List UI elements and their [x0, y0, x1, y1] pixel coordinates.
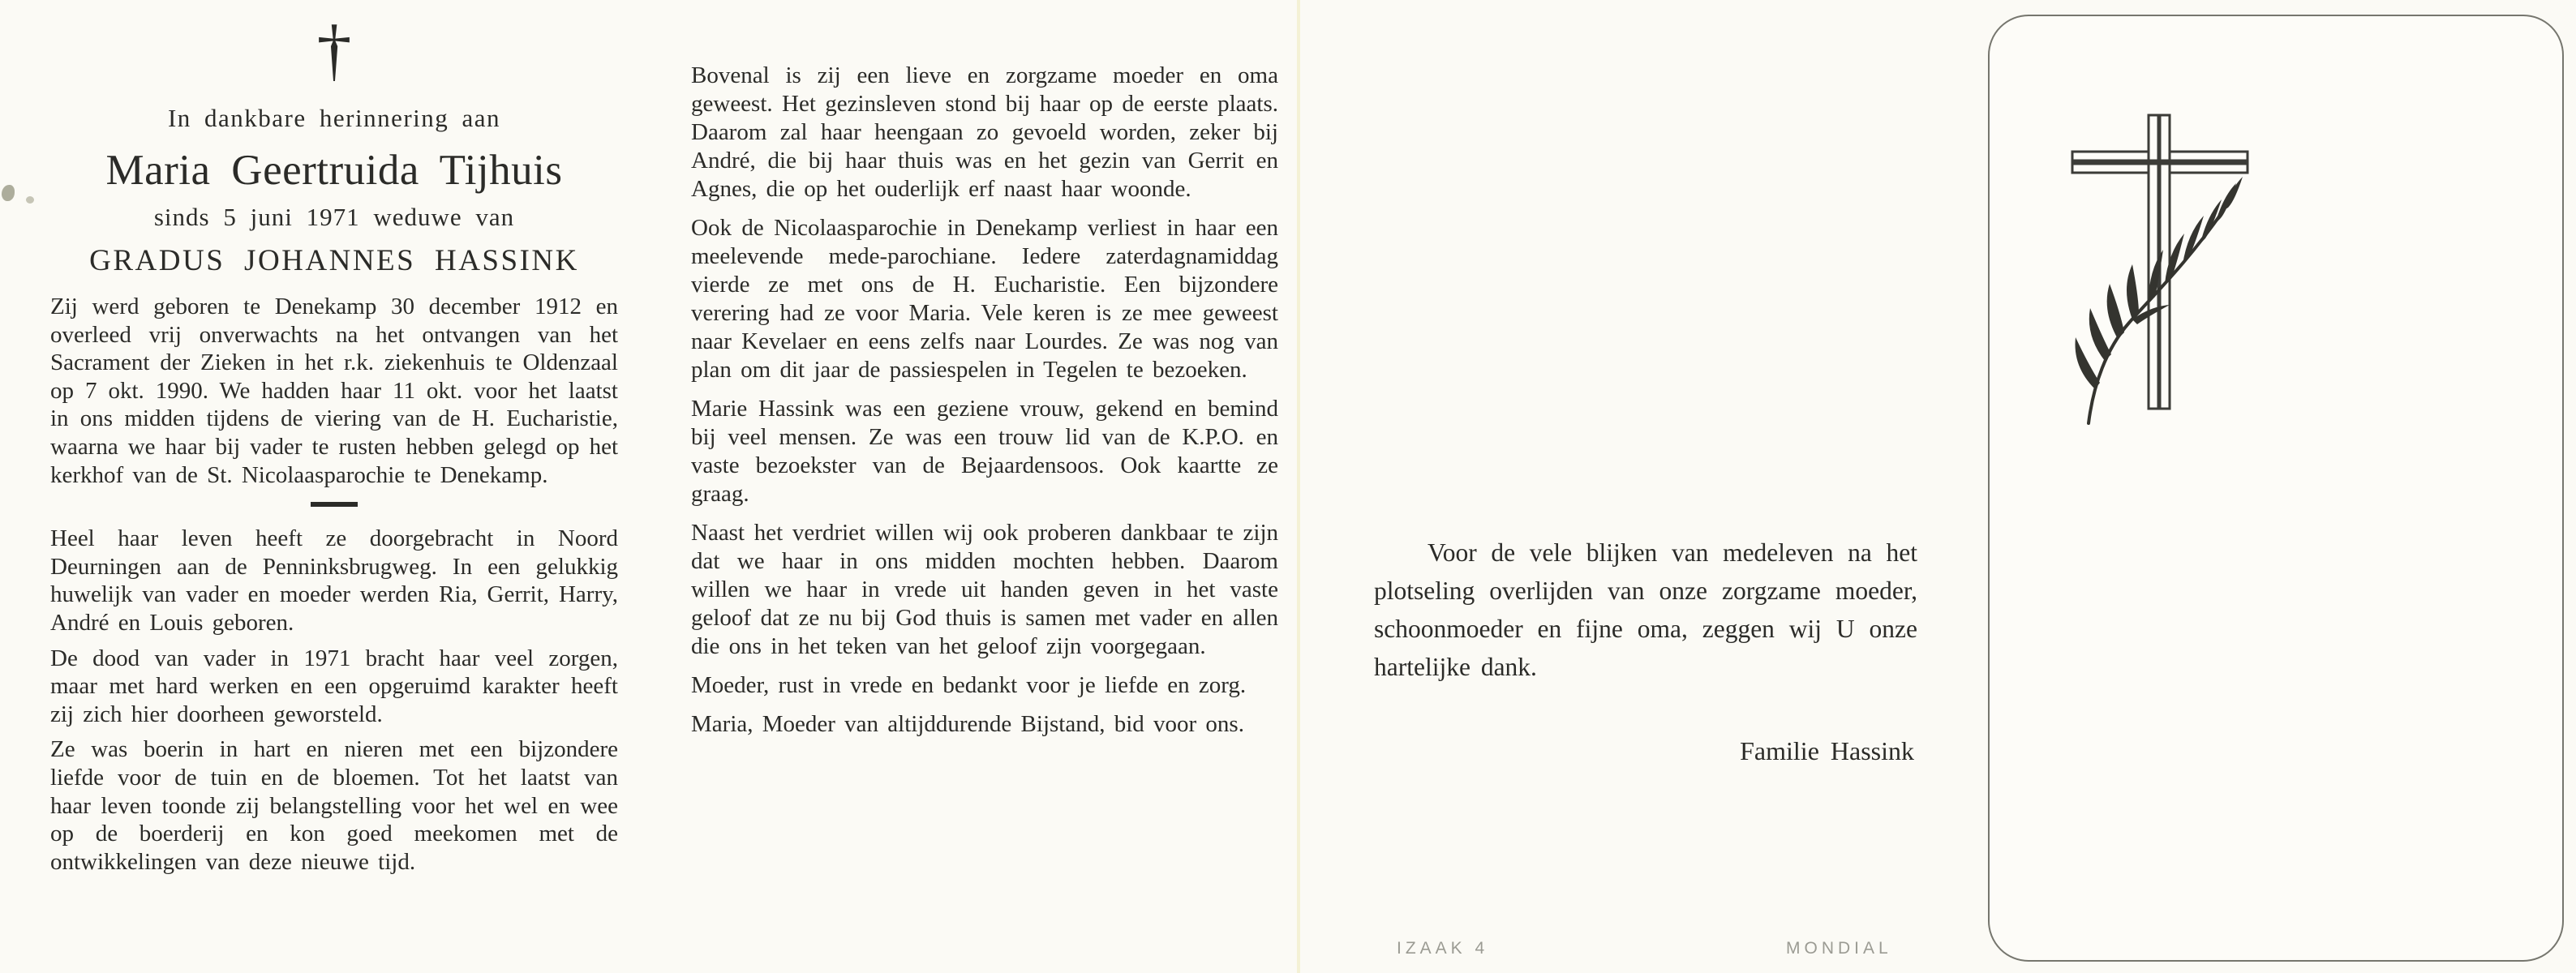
card-header: [50, 13, 618, 278]
printer-mark-mondial: MONDIAL: [1786, 939, 1892, 958]
page-fold-line: [1297, 0, 1300, 973]
obituary-text-left: [50, 293, 618, 876]
obituary-paragraph: Bovenal is zij een lieve en zorgzame moeder en oma geweest. Het gezinsleven stond bij haar op de eerste plaats. Daarom zal haar heengaan zo gevoeld worden, zeker bij André, die bij haar thuis was en het gezin van Gerrit en Agnes, die op het ouderlijk erf naast haar woonde.: [691, 62, 1278, 202]
obituary-paragraph: Ze was boerin in hart en nieren met een bijzondere liefde voor de tuin en de bloemen. Tot het laatst van haar leven toonde zij belangstelling voor het wel en wee op de boerderij en kon goed meekomen met de ontwikkelingen van deze nieuwe tijd.: [50, 736, 618, 875]
obituary-paragraph: Marie Hassink was een geziene vrouw, gekend en bemind bij veel mensen. Ze was een trouw lid van de K.P.O. en vaste bezoekster van de Bejaardensoos. Ook kaartte ze graag.: [691, 396, 1278, 507]
obituary-paragraph: Moeder, rust in vrede en bedankt voor je liefde en zorg.: [691, 672, 1247, 698]
obituary-paragraph: Ook de Nicolaasparochie in Denekamp verliest in haar een meelevende mede-parochiane. Iedere zaterdagnamiddag vierde ze met ons de H. Eucharistie. Een bijzondere verering had ze voor Maria. Vele keren is ze mee geweest naar Kevelaer en eens zelfs naar Lourdes. Ze was nog van plan om dit jaar de passiespelen in Tegelen te bezoeken.: [691, 215, 1278, 383]
obituary-column-one: [50, 13, 618, 883]
printer-mark-izaak: IZAAK 4: [1397, 939, 1489, 958]
section-divider: [311, 502, 358, 507]
scan-speck: [26, 196, 34, 204]
card-front-panel: [1988, 15, 2564, 962]
obituary-column-two: [691, 62, 1278, 749]
obituary-paragraph: Naast het verdriet willen wij ook proberen dankbaar te zijn dat we haar in ons midden mochten hebben. Daarom willen we haar in vrede uit handen geven in het vaste geloof dat ze nu bij God thuis is samen met vader en allen die ons in het teken van het geloof zijn voorgegaan.: [691, 520, 1278, 659]
obituary-paragraph: Heel haar leven heeft ze doorgebracht in Noord Deurningen aan de Penninksbrugweg. In een gelukkig huwelijk van vader en moeder werden Ria, Gerrit, Harry, André en Louis geboren.: [50, 525, 618, 636]
latin-cross-with-branch-icon: [2064, 105, 2267, 430]
acknowledgement-text: Voor de vele blijken van medeleven na het plotseling overlijden van onze zorgzame moeder, schoonmoeder en fijne oma, zeggen wij U onze hartelijke dank.: [1374, 538, 1917, 681]
deceased-name: Maria Geertruida Tijhuis: [105, 147, 563, 194]
header-intro-line: In dankbare herinnering aan: [167, 104, 501, 132]
obituary-paragraph: Zij werd geboren te Denekamp 30 december 1912 en overleed vrij onverwachts na het ontvangen van het Sacrament der Zieken in het r.k. ziekenhuis te Oldenzaal op 7 okt. 1990. We hadden haar 11 okt. voor het laatst in ons midden tijdens de viering van de H. Eucharistie, waarna we haar bij vader te rusten hebben gelegd op het kerkhof van de St. Nicolaasparochie te Denekamp.: [50, 294, 618, 488]
prayer-invocation: Maria, Moeder van altijddurende Bijstand, bid voor ons.: [691, 711, 1244, 737]
cross-and-palm-illustration: [2064, 105, 2267, 430]
obituary-paragraph: De dood van vader in 1971 bracht haar veel zorgen, maar met hard werken en een opgeruimd karakter heeft zij zich hier doorheen geworsteld.: [50, 645, 618, 727]
family-signature: Familie Hassink: [1740, 736, 1914, 765]
cross-icon: †: [316, 11, 352, 88]
scan-speck: [2, 185, 15, 201]
acknowledgement-block: [1374, 534, 1917, 766]
widow-line: sinds 5 juni 1971 weduwe van: [153, 203, 515, 231]
husband-name: GRADUS JOHANNES HASSINK: [89, 244, 579, 277]
